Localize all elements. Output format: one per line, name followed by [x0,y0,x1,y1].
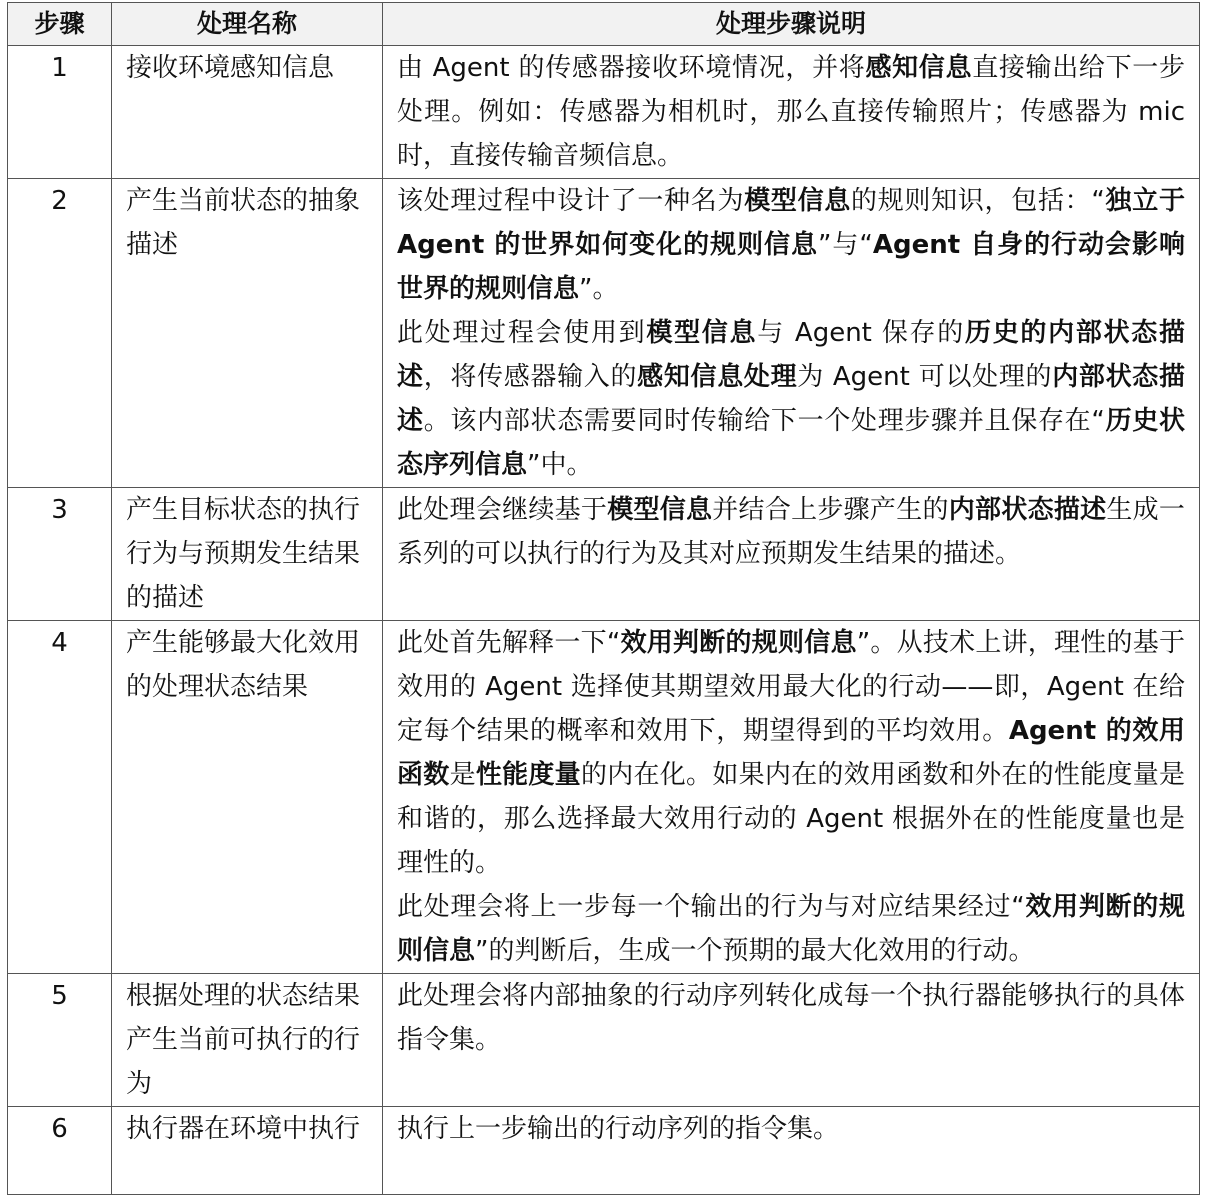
step-number: 1 [8,46,112,179]
header-step: 步骤 [8,3,112,46]
bold-text: 内部状态描述 [948,495,1107,525]
step-description [383,488,1200,621]
bold-text: 感知信息 [865,53,973,83]
text-run: 直接输出给下一步处理。例如：传感器为相机时，那么直接传输照片；传感器为 mic 时，直接传输音频信息。 [397,53,1185,171]
description-paragraph [397,621,1185,885]
step-name: 根据处理的状态结果产生当前可执行的行为 [112,974,383,1107]
step-name: 接收环境感知信息 [112,46,383,179]
bold-text: Agent 的效用函数 [397,716,1185,790]
step-name: 产生当前状态的抽象描述 [112,179,383,488]
text-run: 为 Agent 可以处理的 [797,362,1053,392]
bold-text: 性能度量 [475,760,581,790]
description-paragraph [397,885,1185,973]
text-run: ”。 [579,274,619,304]
text-run: 的内在化。如果内在的效用函数和外在的性能度量是和谐的，那么选择最大效用行动的 Agent 根据外在的性能度量也是理性的。 [397,760,1185,878]
table-row [8,488,1200,621]
text-run: ”的判断后，生成一个预期的最大化效用的行动。 [475,936,1035,966]
bold-text: 模型信息 [744,186,852,216]
header-name: 处理名称 [112,3,383,46]
text-run: ，将传感器输入的 [423,362,638,392]
description-paragraph [397,311,1185,487]
step-description [383,179,1200,488]
step-number: 2 [8,179,112,488]
step-number: 5 [8,974,112,1107]
description-paragraph [397,46,1185,178]
text-run: 此处理会继续基于 [397,495,608,525]
table-row [8,621,1200,974]
text-run: 此处首先解释一下“ [397,628,621,658]
description-paragraph [397,974,1185,1062]
text-run: 生成一系列的可以执行的行为及其对应预期发生结果的描述。 [397,495,1185,569]
table-row [8,1107,1200,1195]
step-number: 4 [8,621,112,974]
bold-text: Agent 自身的行动会影响世界的规则信息 [397,230,1185,304]
step-number: 3 [8,488,112,621]
description-paragraph [397,179,1185,311]
description-paragraph [397,488,1185,576]
bold-text: 感知信息处理 [637,362,798,392]
text-run: 是 [449,760,476,790]
text-run: 的规则知识，包括：“ [851,186,1105,216]
table-row [8,974,1200,1107]
step-name: 执行器在环境中执行 [112,1107,383,1195]
step-description [383,1107,1200,1195]
bold-text: 模型信息 [646,318,758,348]
text-run: 并结合上步骤产生的 [712,495,949,525]
step-description [383,621,1200,974]
text-run: ”与“ [817,230,873,260]
bold-text: 效用判断的规则信息 [397,892,1185,966]
text-run: 与 Agent 保存的 [757,318,965,348]
text-run: ”中。 [527,450,593,480]
step-description [383,46,1200,179]
step-name: 产生能够最大化效用的处理状态结果 [112,621,383,974]
bold-text: 模型信息 [607,495,713,525]
description-paragraph [397,1107,1185,1151]
text-run: 此处理过程会使用到 [397,318,647,348]
bold-text: 内部状态描述 [397,362,1185,436]
text-run: ”。从技术上讲，理性的基于效用的 Agent 选择使其期望效用最大化的行动——即，Agent 在给定每个结果的概率和效用下，期望得到的平均效用。 [397,628,1185,746]
step-name: 产生目标状态的执行行为与预期发生结果的描述 [112,488,383,621]
step-description [383,974,1200,1107]
text-run: 此处理会将内部抽象的行动序列转化成每一个执行器能够执行的具体指令集。 [397,981,1185,1055]
step-number: 6 [8,1107,112,1195]
table-header-row [8,3,1200,46]
table-row [8,179,1200,488]
text-run: 由 Agent 的传感器接收环境情况，并将 [397,53,866,83]
table-row [8,46,1200,179]
text-run: 。该内部状态需要同时传输给下一个处理步骤并且保存在“ [423,406,1105,436]
text-run: 执行上一步输出的行动序列的指令集。 [397,1114,840,1144]
bold-text: 效用判断的规则信息 [620,628,857,658]
bold-text: 独立于 Agent 的世界如何变化的规则信息 [397,186,1185,260]
bold-text: 历史状态序列信息 [397,406,1185,480]
text-run: 此处理会将上一步每一个输出的行为与对应结果经过“ [397,892,1025,922]
header-description: 处理步骤说明 [383,3,1200,46]
text-run: 该处理过程中设计了一种名为 [397,186,745,216]
steps-table [7,2,1200,1195]
bold-text: 历史的内部状态描述 [397,318,1185,392]
